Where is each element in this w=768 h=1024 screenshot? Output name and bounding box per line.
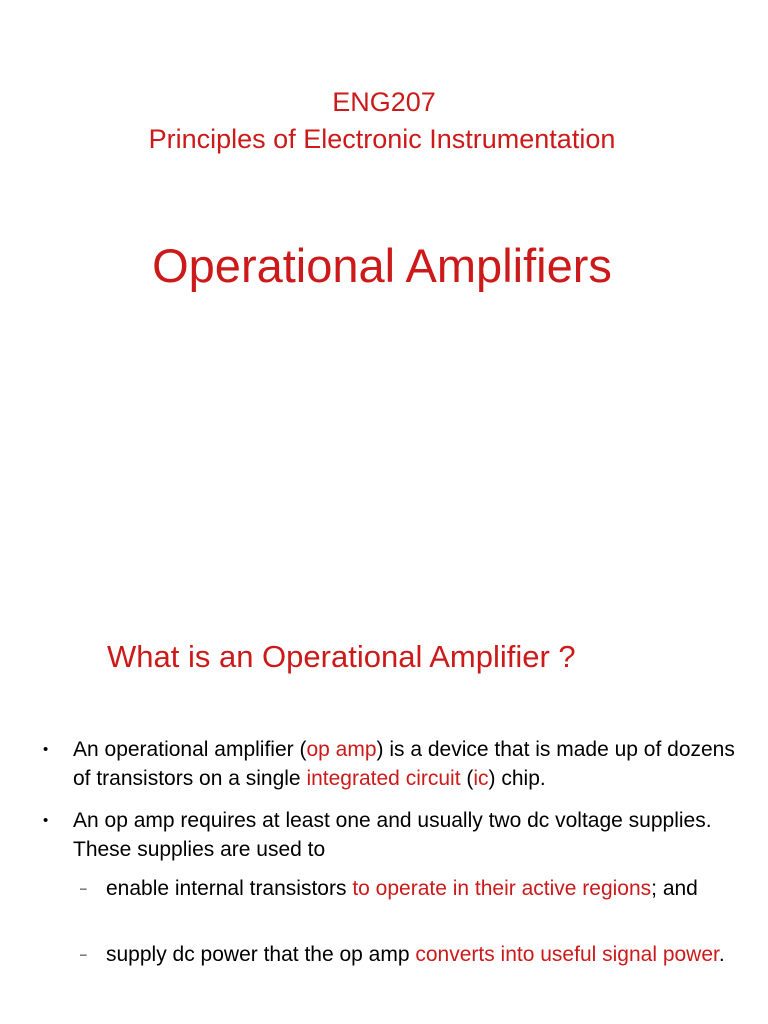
bullet-text-part: ) chip. (488, 767, 546, 790)
course-name: Principles of Electronic Instrumentation (148, 124, 616, 154)
bullet-text-part: enable internal transistors (106, 877, 353, 900)
bullet-text-part: An operational amplifier ( (73, 738, 307, 761)
highlight-signal-power: converts into useful signal power (415, 943, 719, 966)
bullet-text-part: ( (460, 767, 474, 790)
highlight-ic: ic (473, 767, 489, 790)
bullet-text (73, 738, 735, 790)
highlight-integrated-circuit: integrated circuit (306, 767, 461, 790)
sub-bullet-item-signal-power (80, 940, 746, 969)
sub-bullet-text (106, 877, 698, 900)
bullet-text: An op amp requires at least one and usually two dc voltage supplies. These supplies are used to (73, 809, 712, 861)
sub-bullet-item-active-regions (80, 874, 746, 903)
bullet-text-part: . (718, 943, 725, 966)
highlight-active-regions: to operate in their active regions (352, 877, 652, 900)
bullet-text-part: ; and (651, 877, 698, 900)
bullet-text-part: ) is a device that is made up of dozens of transistors on a single (73, 738, 735, 790)
bullet-item-op-amp-definition (43, 735, 743, 793)
slide-title: Operational Amplifiers (152, 239, 612, 292)
bullet-marker: • (43, 741, 49, 758)
highlight-op-amp: op amp (306, 738, 377, 761)
dash-marker: – (80, 881, 87, 895)
sub-bullet-text (106, 943, 725, 966)
bullet-text-part: supply dc power that the op amp (106, 943, 416, 966)
bullet-marker: • (43, 812, 49, 829)
course-code: ENG207 (332, 87, 436, 117)
section-heading: What is an Operational Amplifier ? (107, 639, 576, 674)
bullet-item-power-supplies (43, 806, 743, 864)
dash-marker: – (80, 947, 87, 961)
